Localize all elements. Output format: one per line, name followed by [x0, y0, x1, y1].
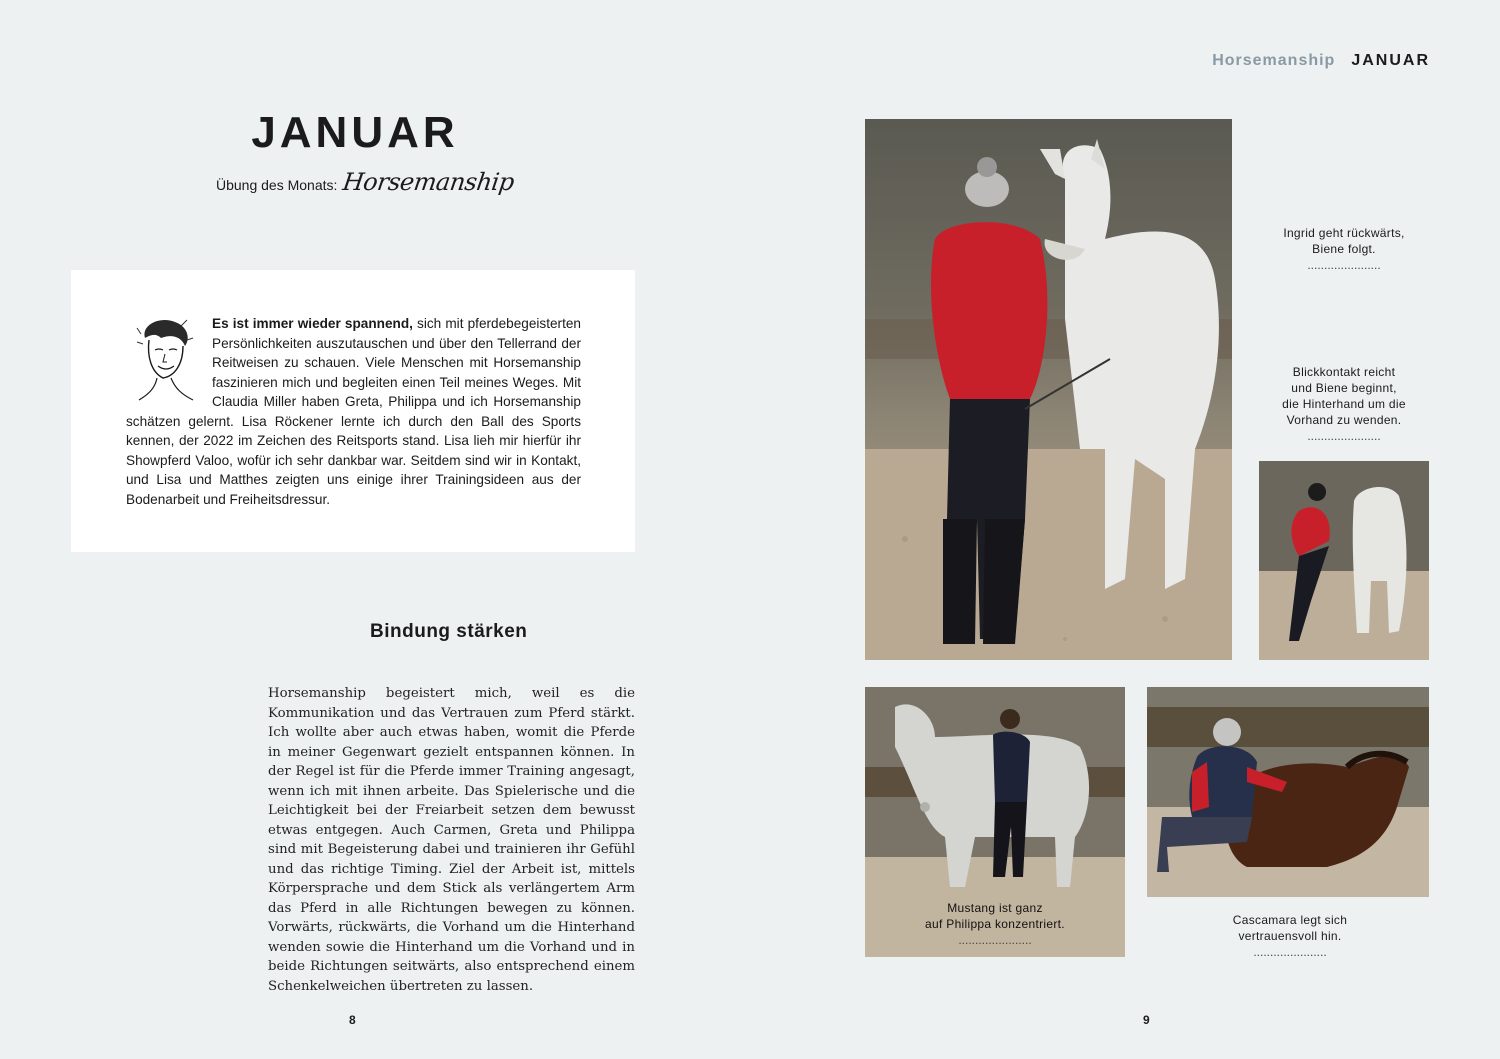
caption-2-line-1: Blickkontakt reicht [1292, 365, 1396, 379]
body-text: Horsemanship begeistert mich, weil es die Kommunikation und das Vertrauen zum Pferd stärkt. Ich wollte aber auch etwas haben, womit die Pferde in meiner Gegenwart gezielt entspannen können. In der Regel ist für die Pferde immer Training angesagt, wenn ich mit ihnen arbeite. Das Spielerische und die Leichtigkeit bei der Freiarbeit setzen dem bewusst etwas entgegen. Auch Carmen, Greta und Philippa sind mit Begeisterung dabei und trainieren ihr Gefühl und das richtige Timing. Ziel der Arbeit ist, mittels Körpersprache und dem Stick als verlängertem Arm das Pferd in alle Richtungen bewegen zu können. Vorwärts, rückwärts, die Vorhand um die Hinterhand wenden sowie die Hinterhand um die Vorhand und in beide Richtungen seitwärts, also entsprechend einem Schenkelweichen übertreten zu lassen. [268, 686, 635, 994]
caption-3-line-1: Mustang ist ganz [947, 901, 1043, 915]
intro-text [126, 314, 581, 509]
intro-lead: Es ist immer wieder spannend, [212, 316, 413, 331]
intro-box [71, 270, 635, 552]
intro-body: sich mit pferdebegeisterten Persönlichkeiten auszutauschen und über den Tellerrand der Reitweisen zu schauen. Viele Menschen mit Horsemanship faszinieren mich und begleiten einen Teil meines Weges. Mit Claudia Miller haben Greta, Philippa und ich Horsemanship schätzen gelernt. Lisa Röckener lernte ich durch den Ball des Sports kennen, der 2022 im Zeichen des Reitsports stand. Lisa lieh mir hierfür ihr Showpferd Valoo, wofür ich sehr dankbar war. Seitdem sind wir in Kontakt, und Lisa und Matthes zeigten uns einige ihrer Trainingsideen aus der Bodenarbeit und Freiheitsdressur. [126, 316, 581, 507]
subtitle [216, 168, 517, 196]
caption-4 [1208, 912, 1372, 960]
running-head [1212, 52, 1430, 70]
section-heading: Bindung stärken [370, 621, 528, 642]
caption-2-line-4: Vorhand zu wenden. [1286, 413, 1402, 427]
caption-1 [1262, 225, 1426, 273]
caption-2-dots: ...................... [1307, 429, 1381, 443]
page-title: JANUAR [251, 108, 459, 157]
caption-4-line-2: vertrauensvoll hin. [1238, 929, 1342, 943]
subtitle-label: Übung des Monats: [216, 177, 338, 193]
caption-3-line-2: auf Philippa konzentriert. [925, 917, 1065, 931]
caption-4-dots: ...................... [1253, 945, 1327, 959]
running-head-month: JANUAR [1351, 52, 1430, 69]
page-number-right: 9 [1143, 1013, 1150, 1027]
caption-4-line-1: Cascamara legt sich [1232, 913, 1348, 927]
caption-1-line-2: Biene folgt. [1312, 242, 1376, 256]
photo-hindquarter-turn [1259, 461, 1429, 660]
running-head-section: Horsemanship [1212, 52, 1336, 69]
caption-1-dots: ...................... [1307, 258, 1381, 272]
caption-2 [1262, 364, 1426, 444]
photo-woman-white-horse [865, 119, 1232, 660]
caption-3 [895, 900, 1095, 948]
page-number-left: 8 [349, 1013, 356, 1027]
caption-2-line-2: und Biene beginnt, [1291, 381, 1397, 395]
caption-3-dots: ...................... [958, 933, 1032, 947]
subtitle-script: Horsemanship [341, 168, 517, 196]
photo-cascamara-lying [1147, 687, 1429, 897]
caption-1-line-1: Ingrid geht rückwärts, [1283, 226, 1405, 240]
caption-2-line-3: die Hinterhand um die [1282, 397, 1406, 411]
